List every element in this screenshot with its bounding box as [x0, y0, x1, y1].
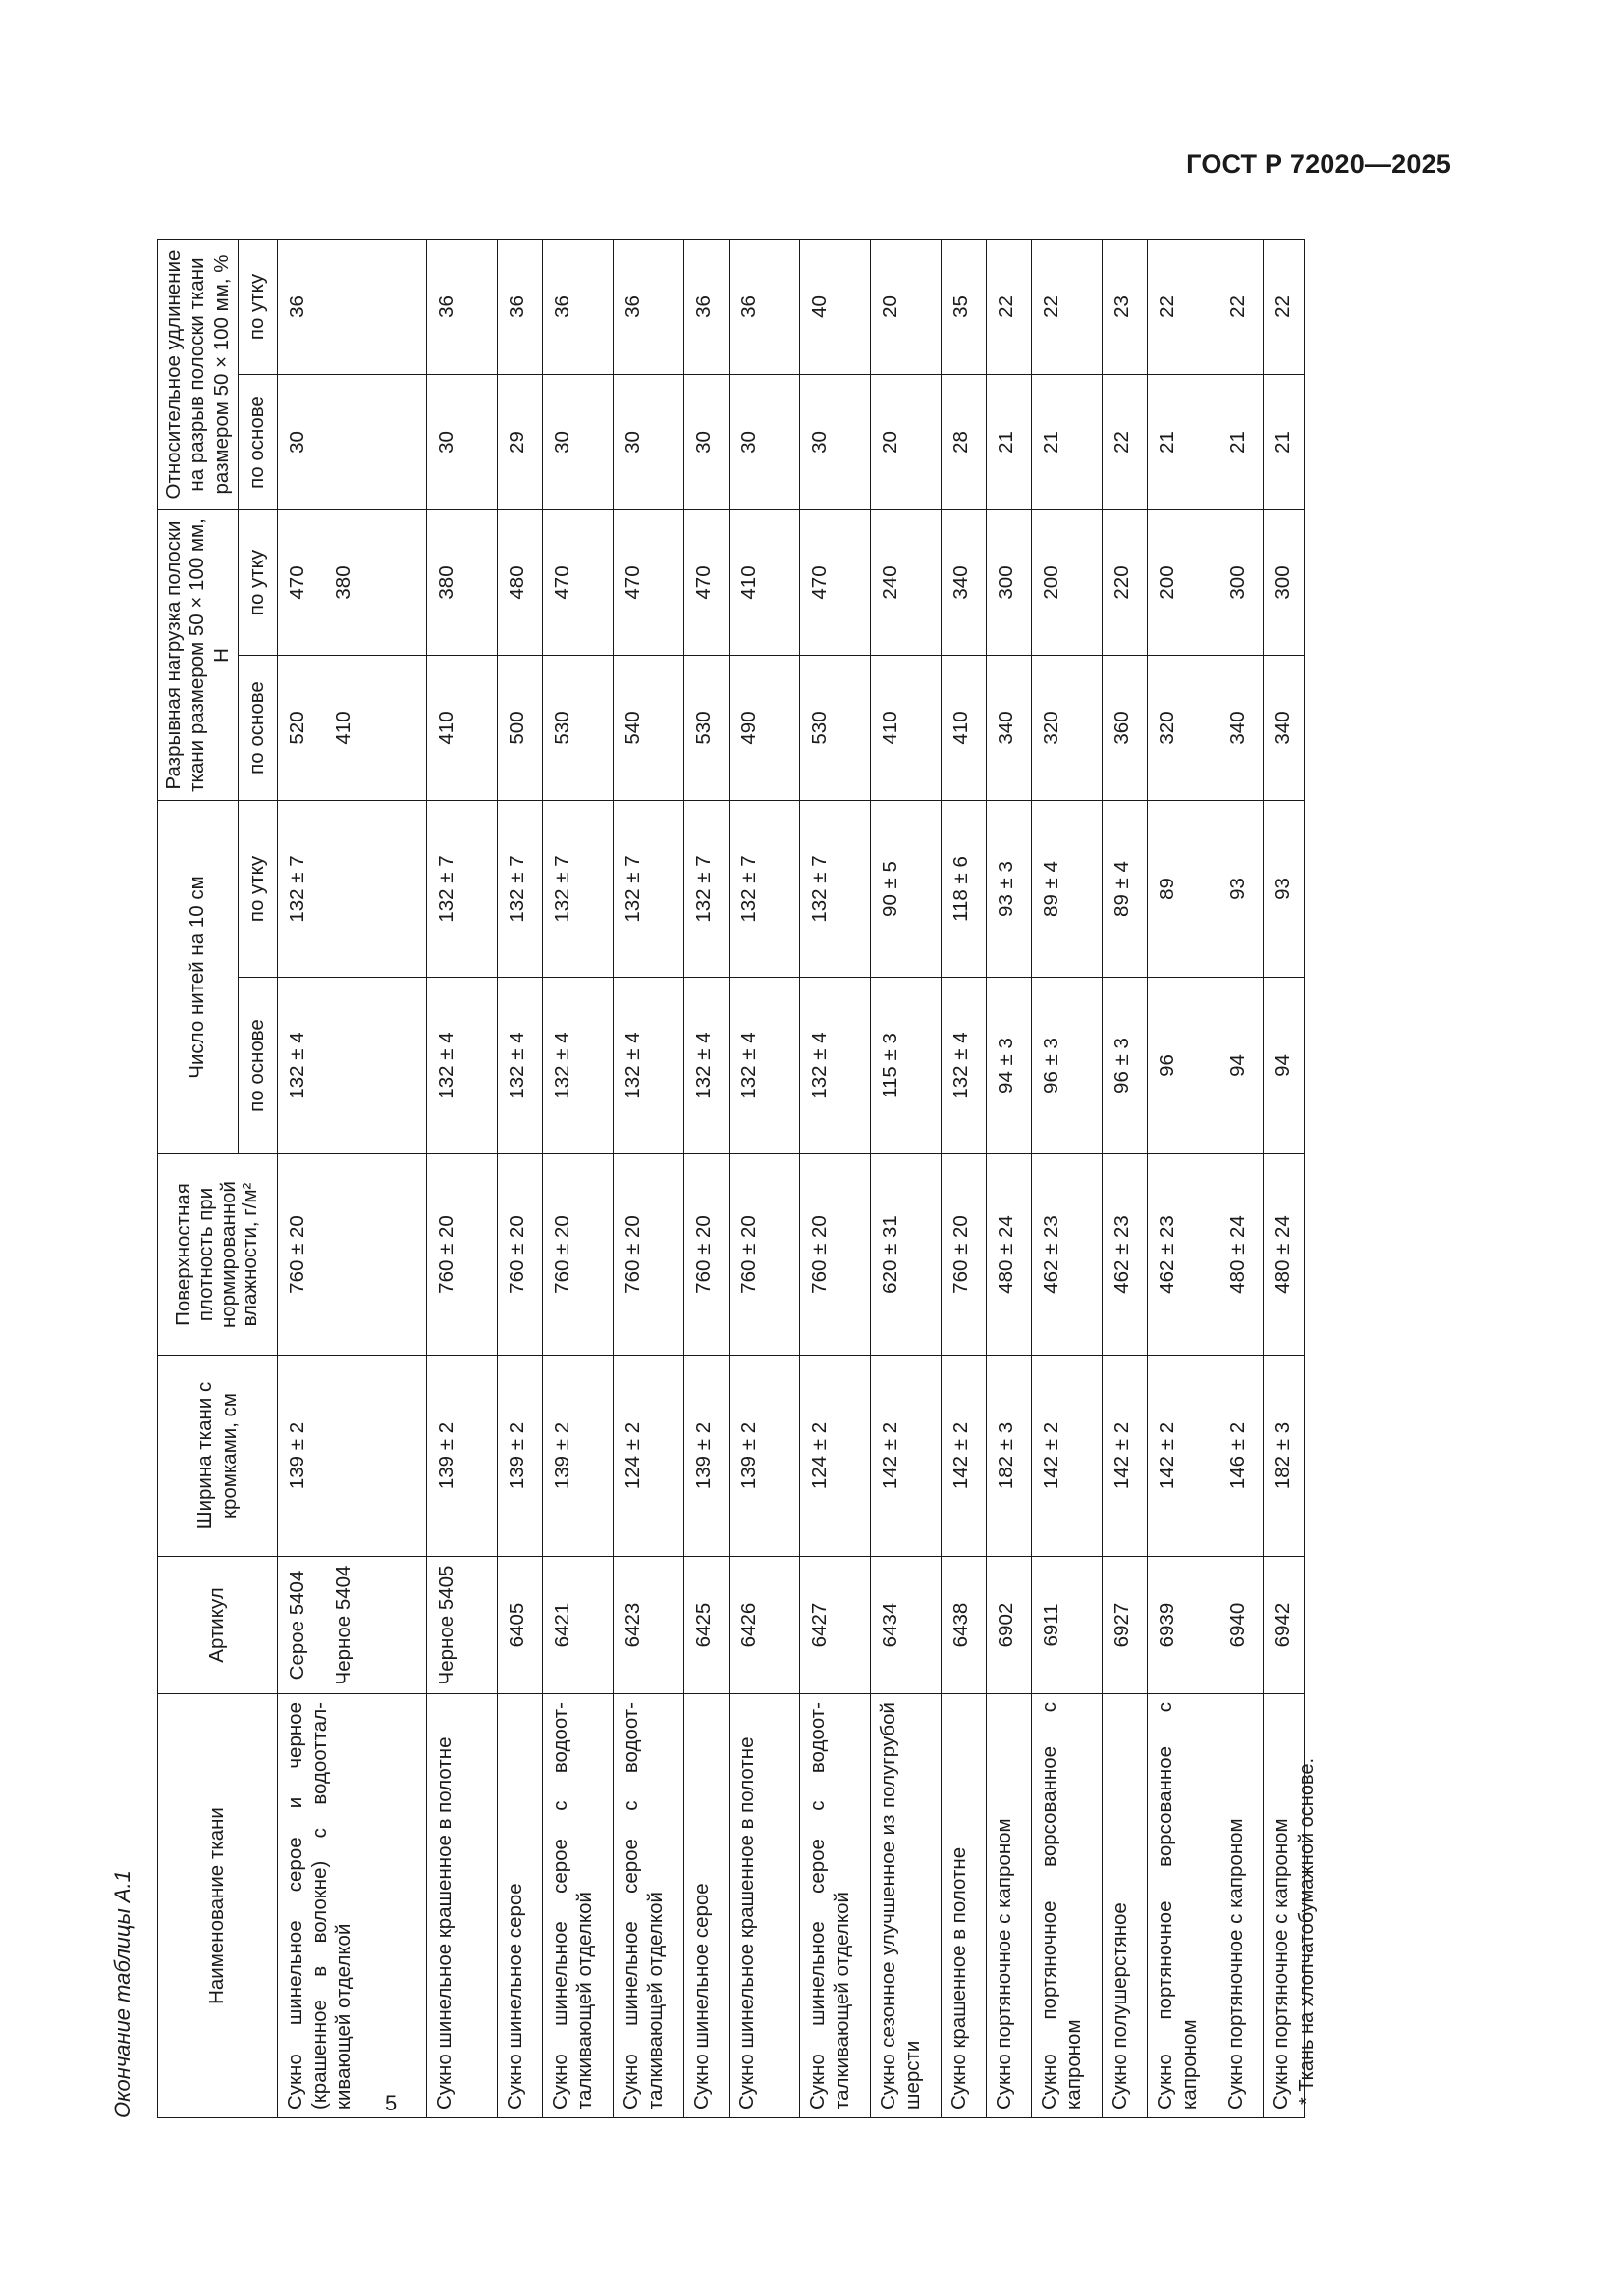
- cell-load-warp: [730, 656, 800, 801]
- table-footnote: * Ткань на хлопчатобумажной основе.: [1296, 1757, 1318, 2105]
- cell-width: 139 ± 2: [730, 1356, 800, 1557]
- cell-load-weft-value: 380: [435, 565, 458, 600]
- fabric-table: [157, 239, 1305, 2118]
- cell-article-value: 6902: [995, 1602, 1017, 1648]
- cell-density: 760 ± 20: [543, 1154, 614, 1356]
- cell-width: 139 ± 2: [278, 1356, 427, 1557]
- header-width: Ширина ткани с кромками, см: [158, 1356, 278, 1557]
- cell-load-warp: [684, 656, 730, 801]
- cell-threads-weft: 132 ± 7: [543, 801, 614, 978]
- cell-article-value: Черное 5404: [331, 1565, 354, 1685]
- cell-article-value: 6421: [551, 1602, 573, 1648]
- cell-width: 182 ± 3: [987, 1356, 1032, 1557]
- cell-density: 760 ± 20: [800, 1154, 871, 1356]
- rotated-table-block: [110, 116, 1320, 2118]
- cell-density: 760 ± 20: [498, 1154, 543, 1356]
- cell-load-weft-value: 300: [1272, 565, 1294, 600]
- cell-threads-warp: 132 ± 4: [543, 978, 614, 1154]
- cell-load-weft-value: 470: [286, 565, 308, 600]
- cell-load-weft-value: 470: [692, 565, 715, 600]
- cell-threads-warp: 132 ± 4: [614, 978, 684, 1154]
- table-row: [1148, 240, 1218, 2118]
- cell-elong-warp: 21: [987, 375, 1032, 510]
- cell-threads-warp: 132 ± 4: [730, 978, 800, 1154]
- cell-load-warp-value: 530: [692, 711, 715, 745]
- cell-density: 462 ± 23: [1103, 1154, 1148, 1356]
- cell-article: [1103, 1557, 1148, 1694]
- cell-width: 139 ± 2: [498, 1356, 543, 1557]
- cell-density: 462 ± 23: [1148, 1154, 1218, 1356]
- header-name: Наименование ткани: [158, 1694, 278, 2118]
- cell-elong-warp: 21: [1218, 375, 1264, 510]
- cell-article-value: Черное 5405: [435, 1565, 458, 1685]
- cell-density: 480 ± 24: [1264, 1154, 1305, 1356]
- cell-threads-weft: 132 ± 7: [498, 801, 543, 978]
- cell-fabric-name: Сукно полушерстяное: [1103, 1694, 1148, 2118]
- cell-fabric-name: Сукно шинельное серое с водоотталкивающей отделкой: [800, 1694, 871, 2118]
- cell-threads-warp: 96: [1148, 978, 1218, 1154]
- cell-load-warp-value: 340: [1272, 711, 1294, 745]
- cell-article: [942, 1557, 987, 1694]
- cell-density: 480 ± 24: [987, 1154, 1032, 1356]
- cell-elong-weft: 22: [1264, 240, 1305, 375]
- cell-load-weft-value: 220: [1110, 565, 1133, 600]
- cell-elong-warp: 30: [730, 375, 800, 510]
- cell-load-warp: [1032, 656, 1103, 801]
- cell-load-weft-value: 410: [737, 565, 760, 600]
- cell-article: [987, 1557, 1032, 1694]
- cell-fabric-name: Сукно портяночное ворсованное с капроном: [1148, 1694, 1218, 2118]
- cell-article: [614, 1557, 684, 1694]
- cell-load-weft: [427, 510, 498, 656]
- cell-article-value: 6405: [506, 1602, 528, 1648]
- header-density-line: влажности, г/м²: [239, 1182, 262, 1327]
- cell-load-warp-value: 360: [1110, 711, 1133, 745]
- header-article: Артикул: [158, 1557, 278, 1694]
- cell-threads-weft: 89 ± 4: [1103, 801, 1148, 978]
- cell-load-weft-value: 480: [506, 565, 528, 600]
- cell-load-warp-value: 530: [551, 711, 573, 745]
- header-density-line: Поверхностная: [172, 1183, 195, 1326]
- cell-load-warp: [498, 656, 543, 801]
- cell-elong-weft: 22: [987, 240, 1032, 375]
- cell-elong-warp: 30: [614, 375, 684, 510]
- cell-article: [1264, 1557, 1305, 1694]
- cell-threads-weft: 132 ± 7: [427, 801, 498, 978]
- subheader-weft: по утку: [239, 801, 278, 978]
- cell-load-warp: [1218, 656, 1264, 801]
- cell-load-weft-value: 200: [1156, 565, 1178, 600]
- cell-load-weft: [684, 510, 730, 656]
- table-row: [427, 240, 498, 2118]
- cell-load-weft-value: 300: [995, 565, 1017, 600]
- table-row: [1103, 240, 1148, 2118]
- cell-threads-weft: 93: [1218, 801, 1264, 978]
- cell-elong-warp: 21: [1264, 375, 1305, 510]
- cell-elong-weft: 22: [1148, 240, 1218, 375]
- page-number: 5: [385, 2091, 398, 2115]
- cell-load-weft: [730, 510, 800, 656]
- cell-fabric-name: Сукно портяночное ворсованное с капроном: [1032, 1694, 1103, 2118]
- table-row: [1032, 240, 1103, 2118]
- cell-threads-weft: 132 ± 7: [614, 801, 684, 978]
- table-row: [942, 240, 987, 2118]
- cell-threads-warp: 94: [1264, 978, 1305, 1154]
- cell-width: 146 ± 2: [1218, 1356, 1264, 1557]
- table-row: [278, 240, 427, 2118]
- cell-load-warp: [800, 656, 871, 801]
- subheader-warp: по основе: [239, 375, 278, 510]
- cell-elong-weft: 36: [730, 240, 800, 375]
- cell-width: 139 ± 2: [543, 1356, 614, 1557]
- cell-article: [730, 1557, 800, 1694]
- cell-width: 142 ± 2: [1148, 1356, 1218, 1557]
- cell-load-weft-value: 200: [1040, 565, 1062, 600]
- document-id: ГОСТ Р 72020—2025: [1186, 149, 1451, 179]
- cell-elong-weft: 40: [800, 240, 871, 375]
- cell-fabric-name: Сукно шинельное серое: [684, 1694, 730, 2118]
- cell-load-weft: [1148, 510, 1218, 656]
- cell-article-value: Серое 5404: [286, 1570, 308, 1681]
- cell-elong-warp: 22: [1103, 375, 1148, 510]
- cell-threads-warp: 96 ± 3: [1103, 978, 1148, 1154]
- cell-article: [1218, 1557, 1264, 1694]
- cell-load-warp-value: 410: [331, 711, 354, 745]
- cell-article-value: 6927: [1110, 1602, 1133, 1648]
- cell-elong-warp: 21: [1032, 375, 1103, 510]
- cell-article-value: 6427: [808, 1602, 831, 1648]
- cell-width: 139 ± 2: [684, 1356, 730, 1557]
- cell-density: 480 ± 24: [1218, 1154, 1264, 1356]
- cell-load-weft: [278, 510, 427, 656]
- cell-density: 760 ± 20: [684, 1154, 730, 1356]
- cell-threads-warp: 132 ± 4: [498, 978, 543, 1154]
- cell-width: 142 ± 2: [1103, 1356, 1148, 1557]
- cell-load-warp-value: 410: [879, 711, 901, 745]
- cell-load-warp-value: 410: [949, 711, 972, 745]
- cell-elong-weft: 35: [942, 240, 987, 375]
- table-row: [987, 240, 1032, 2118]
- cell-fabric-name: Сукно портяночное с капроном: [1264, 1694, 1305, 2118]
- header-density-line: плотность при: [193, 1187, 217, 1322]
- cell-article: [684, 1557, 730, 1694]
- cell-elong-warp: 21: [1148, 375, 1218, 510]
- cell-load-warp-value: 320: [1040, 711, 1062, 745]
- cell-elong-weft: 22: [1218, 240, 1264, 375]
- cell-load-warp-value: 320: [1156, 711, 1178, 745]
- cell-load-weft-value: 470: [551, 565, 573, 600]
- cell-density: 760 ± 20: [427, 1154, 498, 1356]
- cell-load-warp-value: 530: [808, 711, 831, 745]
- cell-article-value: 6940: [1226, 1602, 1249, 1648]
- subheader-weft: по утку: [239, 510, 278, 656]
- cell-load-weft: [987, 510, 1032, 656]
- cell-elong-warp: 30: [543, 375, 614, 510]
- table-row: [871, 240, 942, 2118]
- cell-threads-warp: 132 ± 4: [427, 978, 498, 1154]
- cell-width: 142 ± 2: [942, 1356, 987, 1557]
- cell-elong-weft: 36: [543, 240, 614, 375]
- cell-threads-warp: 115 ± 3: [871, 978, 942, 1154]
- cell-load-warp-value: 410: [435, 711, 458, 745]
- cell-load-weft: [1264, 510, 1305, 656]
- cell-article-value: 6423: [622, 1602, 644, 1648]
- cell-load-warp: [942, 656, 987, 801]
- cell-width: 124 ± 2: [614, 1356, 684, 1557]
- cell-load-weft: [1218, 510, 1264, 656]
- cell-article: [278, 1557, 427, 1694]
- cell-elong-warp: 30: [684, 375, 730, 510]
- cell-threads-weft: 93 ± 3: [987, 801, 1032, 978]
- cell-fabric-name: Сукно шинельное серое и черное (крашенное в волокне) с водоотталкивающей отделкой: [278, 1694, 427, 2118]
- cell-threads-warp: 94: [1218, 978, 1264, 1154]
- cell-article: [543, 1557, 614, 1694]
- cell-threads-warp: 132 ± 4: [278, 978, 427, 1154]
- cell-article-value: 6425: [692, 1602, 715, 1648]
- cell-threads-weft: 89: [1148, 801, 1218, 978]
- cell-fabric-name: Сукно шинельное серое: [498, 1694, 543, 2118]
- cell-width: 139 ± 2: [427, 1356, 498, 1557]
- cell-density: 760 ± 20: [730, 1154, 800, 1356]
- cell-density: 620 ± 31: [871, 1154, 942, 1356]
- cell-article: [800, 1557, 871, 1694]
- cell-elong-warp: 30: [800, 375, 871, 510]
- cell-threads-warp: 96 ± 3: [1032, 978, 1103, 1154]
- cell-fabric-name: Сукно шинельное крашенное в полотне: [427, 1694, 498, 2118]
- cell-density: 462 ± 23: [1032, 1154, 1103, 1356]
- table-row: [730, 240, 800, 2118]
- cell-article: [1148, 1557, 1218, 1694]
- cell-elong-weft: 20: [871, 240, 942, 375]
- cell-load-weft: [871, 510, 942, 656]
- cell-article: [498, 1557, 543, 1694]
- cell-threads-weft: 89 ± 4: [1032, 801, 1103, 978]
- cell-threads-weft: 93: [1264, 801, 1305, 978]
- cell-elong-warp: 20: [871, 375, 942, 510]
- header-density: [158, 1154, 278, 1356]
- cell-article-value: 6911: [1040, 1603, 1062, 1647]
- cell-threads-warp: 132 ± 4: [800, 978, 871, 1154]
- cell-load-warp-value: 490: [737, 711, 760, 745]
- table-row: [614, 240, 684, 2118]
- cell-fabric-name: Сукно портяночное с капроном: [987, 1694, 1032, 2118]
- cell-load-weft-value: 240: [879, 565, 901, 600]
- cell-elong-warp: 30: [427, 375, 498, 510]
- cell-elong-weft: 36: [498, 240, 543, 375]
- cell-elong-weft: 23: [1103, 240, 1148, 375]
- subheader-warp: по основе: [239, 656, 278, 801]
- subheader-weft: по утку: [239, 240, 278, 375]
- cell-article: [871, 1557, 942, 1694]
- header-threads: Число нитей на 10 см: [158, 801, 239, 1154]
- subheader-warp: по основе: [239, 978, 278, 1154]
- cell-load-warp-value: 340: [1226, 711, 1249, 745]
- cell-article-value: 6426: [737, 1602, 760, 1648]
- cell-fabric-name: Сукно шинельное серое с водоотталкивающей отделкой: [614, 1694, 684, 2118]
- cell-load-weft-value: 380: [331, 565, 354, 600]
- cell-fabric-name: Сукно крашенное в полотне: [942, 1694, 987, 2118]
- cell-elong-weft: 36: [684, 240, 730, 375]
- cell-load-weft: [498, 510, 543, 656]
- cell-threads-weft: 132 ± 7: [684, 801, 730, 978]
- table-row: [800, 240, 871, 2118]
- cell-elong-warp: 30: [278, 375, 427, 510]
- cell-elong-weft: 36: [427, 240, 498, 375]
- table-caption: Окончание таблицы А.1: [110, 1870, 135, 2118]
- cell-load-warp-value: 520: [286, 711, 308, 745]
- cell-threads-weft: 132 ± 7: [800, 801, 871, 978]
- cell-threads-weft: 132 ± 7: [278, 801, 427, 978]
- cell-elong-weft: 22: [1032, 240, 1103, 375]
- cell-load-warp: [1103, 656, 1148, 801]
- cell-load-weft: [800, 510, 871, 656]
- cell-width: 142 ± 2: [871, 1356, 942, 1557]
- cell-article: [1032, 1557, 1103, 1694]
- cell-density: 760 ± 20: [614, 1154, 684, 1356]
- cell-article-value: 6438: [949, 1602, 972, 1648]
- cell-fabric-name: Сукно шинельное серое с водоотталкивающей отделкой: [543, 1694, 614, 2118]
- cell-load-weft-value: 470: [808, 565, 831, 600]
- cell-load-weft: [614, 510, 684, 656]
- cell-fabric-name: Сукно сезонное улучшенное из полугрубой шерсти: [871, 1694, 942, 2118]
- cell-load-warp-value: 500: [506, 711, 528, 745]
- cell-load-weft: [543, 510, 614, 656]
- table-row: [543, 240, 614, 2118]
- cell-density: 760 ± 20: [942, 1154, 987, 1356]
- cell-load-weft: [1103, 510, 1148, 656]
- cell-threads-weft: 118 ± 6: [942, 801, 987, 978]
- header-elong: Относительное удлинение на разрыв полоски ткани размером 50 × 100 мм, %: [158, 240, 239, 510]
- cell-load-warp: [987, 656, 1032, 801]
- cell-elong-warp: 28: [942, 375, 987, 510]
- table-row: [498, 240, 543, 2118]
- cell-load-warp: [543, 656, 614, 801]
- cell-elong-weft: 36: [278, 240, 427, 375]
- header-density-line: нормированной: [216, 1180, 240, 1329]
- cell-threads-warp: 94 ± 3: [987, 978, 1032, 1154]
- cell-article-value: 6942: [1272, 1602, 1294, 1648]
- cell-load-warp-value: 540: [622, 711, 644, 745]
- cell-load-warp: [1148, 656, 1218, 801]
- header-load: Разрывная нагрузка полоски ткани размером 50 × 100 мм, Н: [158, 510, 239, 801]
- cell-elong-weft: 36: [614, 240, 684, 375]
- cell-load-warp: [614, 656, 684, 801]
- cell-article: [427, 1557, 498, 1694]
- cell-load-weft: [942, 510, 987, 656]
- cell-load-warp: [1264, 656, 1305, 801]
- cell-width: 182 ± 3: [1264, 1356, 1305, 1557]
- cell-fabric-name: Сукно шинельное крашенное в полотне: [730, 1694, 800, 2118]
- cell-load-warp-value: 340: [995, 711, 1017, 745]
- cell-load-weft-value: 340: [949, 565, 972, 600]
- cell-threads-weft: 132 ± 7: [730, 801, 800, 978]
- cell-load-weft-value: 470: [622, 565, 644, 600]
- cell-load-weft-value: 300: [1226, 565, 1249, 600]
- cell-load-warp: [871, 656, 942, 801]
- cell-width: 124 ± 2: [800, 1356, 871, 1557]
- cell-elong-warp: 29: [498, 375, 543, 510]
- cell-width: 142 ± 2: [1032, 1356, 1103, 1557]
- cell-article-value: 6939: [1156, 1602, 1178, 1648]
- cell-density: 760 ± 20: [278, 1154, 427, 1356]
- cell-load-warp: [278, 656, 427, 801]
- cell-load-warp: [427, 656, 498, 801]
- cell-load-weft: [1032, 510, 1103, 656]
- table-row: [684, 240, 730, 2118]
- cell-article-value: 6434: [879, 1602, 901, 1648]
- cell-threads-weft: 90 ± 5: [871, 801, 942, 978]
- table-row: [1218, 240, 1264, 2118]
- cell-threads-warp: 132 ± 4: [942, 978, 987, 1154]
- cell-threads-warp: 132 ± 4: [684, 978, 730, 1154]
- cell-fabric-name: Сукно портяночное с капроном: [1218, 1694, 1264, 2118]
